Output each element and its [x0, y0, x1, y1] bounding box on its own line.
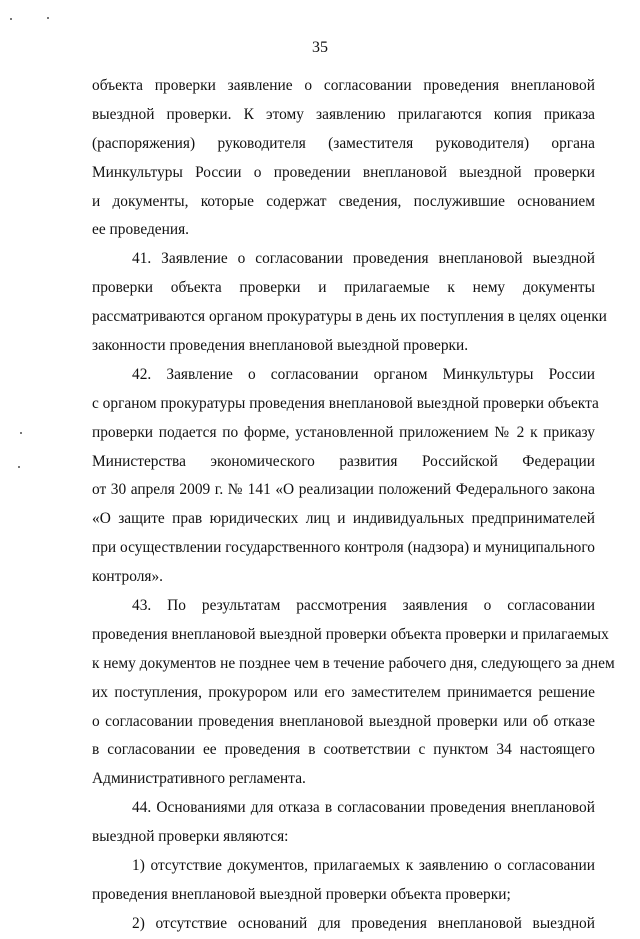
text-line: и документы, которые содержат сведения, послужившие основанием	[92, 192, 595, 210]
text-line: 41. Заявление о согласовании проведения внеплановой выездной	[132, 250, 595, 268]
text-line: 44. Основаниями для отказа в согласовании проведения внеплановой	[132, 799, 595, 817]
text-line: проведения внеплановой выездной проверки объекта проверки и прилагаемых	[92, 625, 609, 643]
text-line: от 30 апреля 2009 г. № 141 «О реализации положений Федерального закона	[92, 481, 595, 499]
text-line: рассматриваются органом прокуратуры в день их поступления в целях оценки	[92, 308, 607, 326]
text-line: (распоряжения) руководителя (заместителя руководителя) органа	[92, 134, 595, 152]
text-line: 2) отсутствие оснований для проведения внеплановой выездной	[132, 914, 595, 932]
text-line: контроля».	[92, 568, 164, 586]
text-line: при осуществлении государственного контроля (надзора) и муниципального	[92, 539, 595, 557]
text-line: Минкультуры России о проведении внеплановой выездной проверки	[92, 163, 595, 181]
scan-mark	[10, 18, 12, 20]
text-line: «О защите прав юридических лиц и индивидуальных предпринимателей	[92, 510, 595, 528]
text-line: 42. Заявление о согласовании органом Минкультуры России	[132, 365, 595, 383]
text-line: в согласовании ее проведения в соответствии с пунктом 34 настоящего	[92, 741, 595, 759]
text-line: проверки объекта проверки и прилагаемые к нему документы	[92, 279, 595, 297]
scan-mark	[18, 466, 20, 468]
text-line: проведения внеплановой выездной проверки объекта проверки;	[92, 885, 511, 903]
text-line: Административного регламента.	[92, 770, 306, 788]
text-line: выездной проверки являются:	[92, 828, 289, 846]
page-number: 35	[312, 39, 328, 56]
text-line: законности проведения внеплановой выездной проверки.	[92, 337, 469, 355]
text-line: ее проведения.	[92, 221, 190, 239]
document-body	[92, 72, 615, 939]
text-line: Министерства экономического развития Российской Федерации	[92, 452, 595, 470]
text-line: с органом прокуратуры проведения внеплановой выездной проверки объекта	[92, 394, 599, 412]
text-line: о согласовании проведения внеплановой выездной проверки или об отказе	[92, 712, 595, 730]
text-line: к нему документов не позднее чем в течение рабочего дня, следующего за днем	[92, 654, 615, 672]
text-line: их поступления, прокурором или его заместителем принимается решение	[92, 683, 595, 701]
text-line: 1) отсутствие документов, прилагаемых к заявлению о согласовании	[132, 857, 595, 875]
scan-mark	[47, 17, 49, 19]
text-line: объекта проверки заявление о согласовании проведения внеплановой	[92, 77, 595, 94]
text-line: 43. По результатам рассмотрения заявления о согласовании	[132, 597, 595, 615]
text-line: выездной проверки. К этому заявлению прилагаются копия приказа	[92, 105, 595, 123]
scan-mark	[20, 432, 22, 434]
text-line: проверки подается по форме, установленной приложением № 2 к приказу	[92, 423, 595, 441]
